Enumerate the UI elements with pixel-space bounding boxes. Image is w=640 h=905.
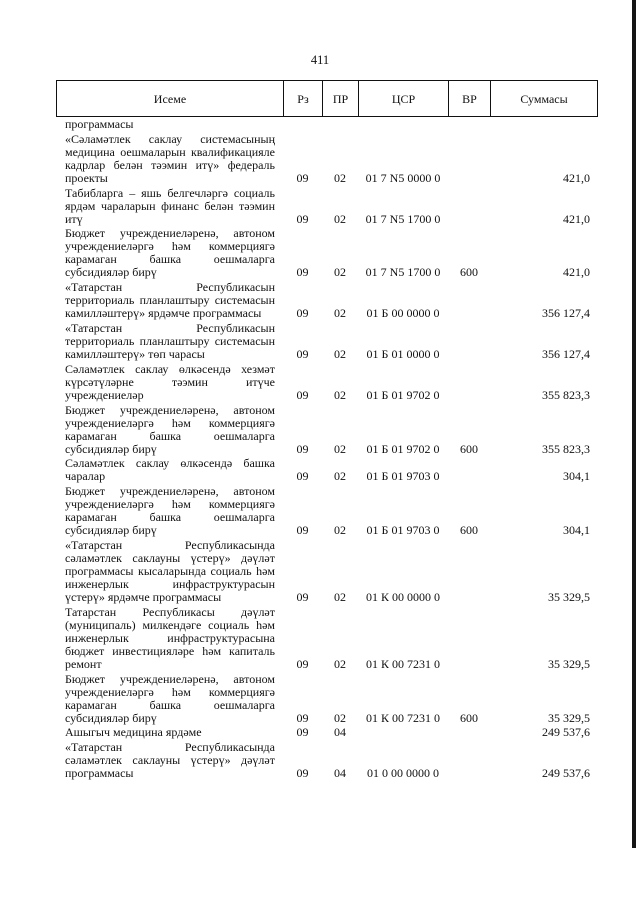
subsection-code: 02 xyxy=(334,656,346,671)
section-code: 09 xyxy=(296,170,309,185)
budget-item-name: «Татарстан Республикасын территориаль планлаштыру системасын камилләштерү» төп чарасы xyxy=(65,320,275,361)
budget-item-name: «Татарстан Республикасында сәламәтлек саклауны үстерү» дәүләт программасы xyxy=(65,740,275,781)
expense-type-code xyxy=(448,307,490,320)
expense-type-code xyxy=(448,118,490,131)
header-name: Исеме xyxy=(153,91,187,106)
amount: 356 127,4 xyxy=(542,346,590,361)
table-row xyxy=(56,539,598,604)
header-amount: Суммасы xyxy=(490,81,597,116)
subsection-code: 04 xyxy=(334,766,346,781)
expense-type-code: 600 xyxy=(460,710,478,725)
budget-item-name: Татарстан Республикасы дәүләт (муниципаль) милкендәге социаль һәм инженерлык инфраструктурасына бюджет инвестицияләре һәм капиталь ремонт xyxy=(65,604,275,671)
amount: 356 127,4 xyxy=(542,306,590,321)
subsection-code: 02 xyxy=(334,170,346,185)
header-expense-type: ВР xyxy=(448,81,490,116)
table-row xyxy=(56,726,598,739)
section-code: 09 xyxy=(296,469,309,484)
budget-item-name: Бюджет учреждениеләренә, автоном учреждениеләргә һәм коммерциягә карамаган башка оешмаларга субсидияләр бирү xyxy=(65,402,275,456)
expense-type-code xyxy=(448,389,490,402)
section-code: 09 xyxy=(296,725,309,740)
budget-item-name: Бюджет учреждениеләренә, автоном учреждениеләргә һәм коммерциягә карамаган башка оешмаларга субсидияләр бирү xyxy=(65,484,275,538)
section-code: 09 xyxy=(296,265,309,280)
target-article-code xyxy=(358,726,448,739)
target-article-code: 01 7 N5 1700 0 xyxy=(365,211,441,226)
section-code: 09 xyxy=(296,656,309,671)
expense-type-code xyxy=(448,213,490,226)
header-section: Рз xyxy=(283,81,322,116)
expense-type-code xyxy=(448,172,490,185)
budget-item-name: Бюджет учреждениеләренә, автоном учреждениеләргә һәм коммерциягә карамаган башка оешмаларга субсидияләр бирү xyxy=(65,226,275,280)
amount: 421,0 xyxy=(563,211,590,226)
section-code: 09 xyxy=(296,211,309,226)
expense-type-code xyxy=(448,591,490,604)
table-row xyxy=(56,457,598,483)
target-article-code: 01 Б 01 9702 0 xyxy=(366,441,440,456)
table-body xyxy=(56,118,598,782)
amount: 35 329,5 xyxy=(548,710,590,725)
target-article-code: 01 К 00 7231 0 xyxy=(365,656,440,671)
section-code xyxy=(283,118,322,131)
expense-type-code: 600 xyxy=(460,265,478,280)
amount: 355 823,3 xyxy=(542,441,590,456)
amount: 355 823,3 xyxy=(542,387,590,402)
amount xyxy=(490,118,598,131)
section-code: 09 xyxy=(296,710,309,725)
table-row xyxy=(56,133,598,185)
target-article-code: 01 7 N5 0000 0 xyxy=(365,170,441,185)
table-row xyxy=(56,485,598,537)
table-row xyxy=(56,363,598,402)
amount: 249 537,6 xyxy=(542,766,590,781)
table-row xyxy=(56,673,598,725)
budget-item-name: «Татарстан Республикасын территориаль планлаштыру системасын камилләштерү» ярдәмче программасы xyxy=(65,280,275,321)
target-article-code: 01 Б 00 0000 0 xyxy=(366,306,440,321)
table-row xyxy=(56,741,598,780)
subsection-code: 02 xyxy=(334,469,346,484)
subsection-code: 02 xyxy=(334,306,346,321)
amount: 304,1 xyxy=(563,469,590,484)
amount: 421,0 xyxy=(563,170,590,185)
expense-type-code xyxy=(448,348,490,361)
section-code: 09 xyxy=(296,306,309,321)
target-article-code xyxy=(358,118,448,131)
header-subsection: ПР xyxy=(322,81,358,116)
budget-item-name: «Сәламәтлек саклау системасының медицина оешмаларын квалификацияле кадрлар белән тәэмин итү» федераль проекты xyxy=(65,131,275,185)
table-row xyxy=(56,322,598,361)
target-article-code: 01 0 00 0000 0 xyxy=(367,766,439,781)
table-row xyxy=(56,606,598,671)
section-code: 09 xyxy=(296,441,309,456)
scan-edge-artifact xyxy=(632,0,636,848)
target-article-code: 01 Б 01 9703 0 xyxy=(366,469,440,484)
amount: 421,0 xyxy=(563,265,590,280)
target-article-code: 01 Б 01 9703 0 xyxy=(366,523,440,538)
subsection-code: 02 xyxy=(334,346,346,361)
amount: 249 537,6 xyxy=(542,725,590,740)
expense-type-code xyxy=(448,767,490,780)
section-code: 09 xyxy=(296,346,309,361)
expense-type-code: 600 xyxy=(460,441,478,456)
budget-item-name: Сәламәтлек саклау өлкәсендә башка чаралар xyxy=(65,456,275,484)
subsection-code: 02 xyxy=(334,265,346,280)
subsection-code: 02 xyxy=(334,211,346,226)
header-target-article: ЦСР xyxy=(358,81,448,116)
subsection-code: 02 xyxy=(334,387,346,402)
target-article-code: 01 К 00 7231 0 xyxy=(365,710,440,725)
budget-item-name: Ашыгыч медицина ярдәме xyxy=(65,725,202,740)
page-number: 411 xyxy=(310,53,330,67)
amount: 35 329,5 xyxy=(548,589,590,604)
budget-item-name: Бюджет учреждениеләренә, автоном учреждениеләргә һәм коммерциягә карамаган башка оешмаларга субсидияләр бирү xyxy=(65,671,275,725)
budget-item-name: «Татарстан Республикасында сәламәтлек саклауны үстерү» дәүләт программасы кысаларында социаль һәм инженерлык инфраструктурасын үстерү» ярдәмче программасы xyxy=(65,537,275,604)
table-header xyxy=(56,80,598,117)
section-code: 09 xyxy=(296,387,309,402)
target-article-code: 01 К 00 0000 0 xyxy=(365,589,440,604)
budget-item-name: Сәламәтлек саклау өлкәсендә хезмәт күрсәтүләрне тәэмин итүче учреждениеләр xyxy=(65,361,275,402)
expense-type-code xyxy=(448,726,490,739)
amount: 35 329,5 xyxy=(548,656,590,671)
table-row xyxy=(56,227,598,279)
budget-item-name: программасы xyxy=(65,117,134,131)
table-row xyxy=(56,118,598,131)
section-code: 09 xyxy=(296,766,309,781)
subsection-code: 02 xyxy=(334,441,346,456)
expense-type-code xyxy=(448,658,490,671)
subsection-code: 02 xyxy=(334,589,346,604)
section-code: 09 xyxy=(296,589,309,604)
expense-type-code: 600 xyxy=(460,523,478,538)
subsection-code xyxy=(322,118,358,131)
table-row xyxy=(56,187,598,226)
table-row xyxy=(56,404,598,456)
table-row xyxy=(56,281,598,320)
target-article-code: 01 Б 01 9702 0 xyxy=(366,387,440,402)
amount: 304,1 xyxy=(563,523,590,538)
target-article-code: 01 7 N5 1700 0 xyxy=(365,265,441,280)
subsection-code: 04 xyxy=(334,725,346,740)
budget-item-name: Табибларга – яшь белгечләргә социаль ярдәм чараларын финанс белән тәэмин итү xyxy=(65,185,275,226)
expense-type-code xyxy=(448,470,490,483)
subsection-code: 02 xyxy=(334,710,346,725)
target-article-code: 01 Б 01 0000 0 xyxy=(366,346,440,361)
subsection-code: 02 xyxy=(334,523,346,538)
section-code: 09 xyxy=(296,523,309,538)
